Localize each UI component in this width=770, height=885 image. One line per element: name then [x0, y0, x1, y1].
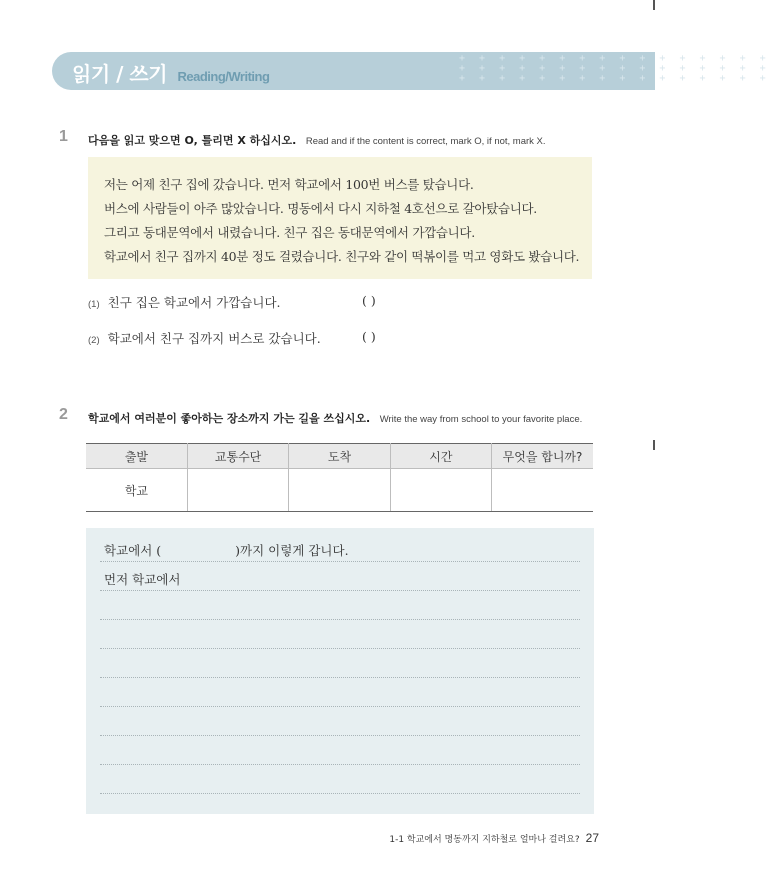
crop-mark-middle: [653, 440, 655, 450]
question-2-instruction-korean: 학교에서 여러분이 좋아하는 장소까지 가는 길을 쓰십시오.: [88, 412, 371, 425]
question-1-instruction: [88, 132, 546, 148]
header-activity: 무엇을 합니까?: [492, 444, 593, 469]
writing-rule: [100, 677, 580, 678]
header-transportation: 교통수단: [187, 444, 288, 469]
item-2-number: (2): [88, 335, 100, 346]
writing-rule: [100, 735, 580, 736]
header-departure: 출발: [86, 444, 187, 469]
item-1-text: 친구 집은 학교에서 가깝습니다.: [107, 295, 281, 310]
cell-activity[interactable]: [492, 469, 593, 512]
true-false-item-2: [88, 329, 321, 347]
reading-passage: [88, 157, 592, 279]
passage-line-2: 버스에 사람들이 아주 많았습니다. 명동에서 다시 지하철 4호선으로 갈아탔습니다.: [104, 201, 537, 216]
writing-rule: [100, 561, 580, 562]
header-time: 시간: [390, 444, 491, 469]
question-1-number: 1: [59, 128, 68, 145]
writing-line-1-start: 학교에서 (: [104, 543, 162, 558]
plus-pattern-decoration: + + + + + + + + + + + + + + + + + + + + + + + + + + + + + + + + + + + + + + + + + + + + + + + +: [459, 53, 770, 84]
writing-rule: [100, 764, 580, 765]
passage-line-3: 그리고 동대문역에서 내렸습니다. 친구 집은 동대문역에서 가깝습니다.: [104, 225, 475, 240]
writing-rule: [100, 590, 580, 591]
page-number: 27: [585, 831, 599, 845]
item-2-answer-blank[interactable]: ( ): [362, 329, 376, 344]
writing-rule: [100, 706, 580, 707]
question-2-instruction: [88, 410, 582, 426]
passage-line-1: 저는 어제 친구 집에 갔습니다. 먼저 학교에서 100번 버스를 탔습니다.: [104, 177, 474, 192]
header-arrival: 도착: [289, 444, 390, 469]
cell-time[interactable]: [390, 469, 491, 512]
table-row: [86, 469, 593, 512]
question-1-instruction-english: Read and if the content is correct, mark O, if not, mark X.: [305, 136, 546, 147]
true-false-item-1: [88, 293, 281, 311]
item-1-number: (1): [88, 299, 100, 310]
route-table: [86, 443, 593, 512]
writing-area[interactable]: [86, 528, 594, 814]
crop-mark-top: [653, 0, 655, 10]
cell-transportation[interactable]: [187, 469, 288, 512]
page-footer: [389, 831, 599, 845]
cell-departure: 학교: [86, 469, 187, 512]
question-2-instruction-english: Write the way from school to your favorite place.: [379, 414, 583, 425]
writing-rule: [100, 793, 580, 794]
section-title-english: Reading/Writing: [177, 69, 270, 84]
writing-rule: [100, 648, 580, 649]
writing-line-2: 먼저 학교에서: [104, 572, 181, 587]
writing-rule: [100, 619, 580, 620]
cell-arrival[interactable]: [289, 469, 390, 512]
item-2-text: 학교에서 친구 집까지 버스로 갔습니다.: [107, 331, 321, 346]
question-2-number: 2: [59, 406, 68, 423]
item-1-answer-blank[interactable]: ( ): [362, 293, 376, 308]
question-1-instruction-korean: 다음을 읽고 맞으면 O, 틀리면 X 하십시오.: [88, 134, 297, 147]
section-header: [52, 52, 770, 90]
section-title-korean: 읽기 / 쓰기: [72, 62, 168, 86]
writing-line-1-end: )까지 이렇게 갑니다.: [235, 543, 349, 558]
section-title: [72, 58, 269, 87]
writing-line-1: [104, 541, 349, 559]
route-table-header-row: [86, 444, 593, 469]
footer-caption: 1-1 학교에서 명동까지 지하철로 얼마나 걸려요?: [389, 835, 580, 845]
passage-line-4: 학교에서 친구 집까지 40분 정도 걸렸습니다. 친구와 같이 떡볶이를 먹고 영화도 봤습니다.: [104, 249, 580, 264]
